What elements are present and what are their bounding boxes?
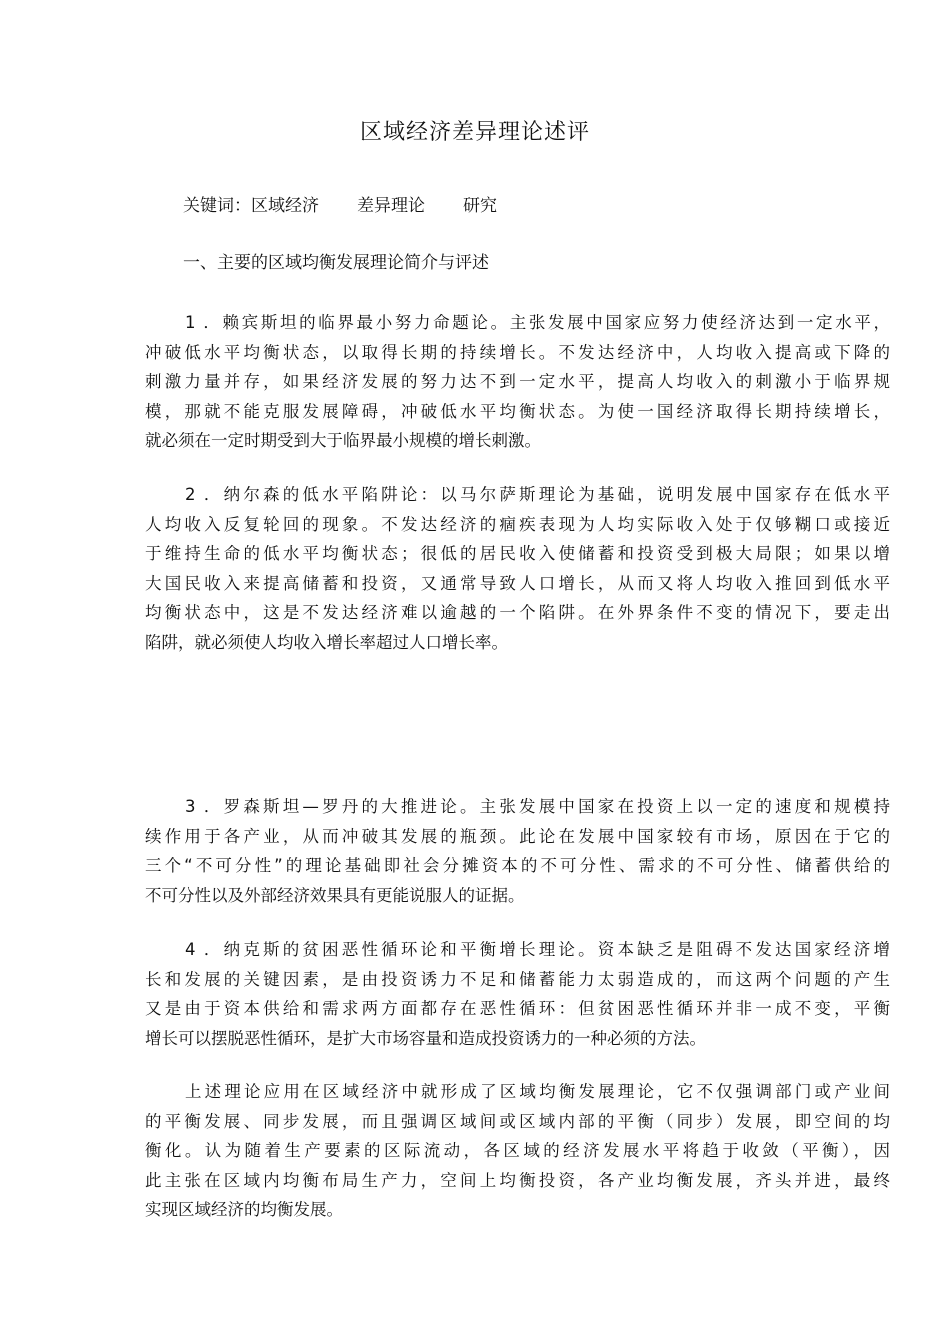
- paragraph-line: 长和发展的关键因素，是由投资诱力不足和储蓄能力太弱造成的，而这两个问题的产生: [145, 969, 890, 989]
- paragraph-line: 增长可以摆脱恶性循环，是扩大市场容量和造成投资诱力的一种必须的方法。: [145, 1028, 706, 1048]
- paragraph-line: 三个“不可分性”的理论基础即社会分摊资本的不可分性、需求的不可分性、储蓄供给的: [145, 856, 890, 875]
- section-heading: 一、主要的区域均衡发展理论简介与评述: [183, 253, 489, 273]
- paragraph-line: 又是由于资本供给和需求两方面都存在恶性循环：但贫困恶性循环并非一成不变，平衡: [145, 999, 890, 1018]
- paragraph-line: 续作用于各产业，从而冲破其发展的瓶颈。此论在发展中国家较有市场，原因在于它的: [145, 826, 890, 846]
- paragraph-line: 人均收入反复轮回的现象。不发达经济的痼疾表现为人均实际收入处于仅够糊口或接近: [145, 514, 890, 534]
- paragraph-line: 的平衡发展、同步发展，而且强调区域间或区域内部的平衡（同步）发展，即空间的均: [145, 1111, 890, 1131]
- paragraph-line: 刺激力量并存，如果经济发展的努力达不到一定水平，提高人均收入的刺激小于临界规: [145, 372, 890, 391]
- paragraph-line: 此主张在区域内均衡布局生产力，空间上均衡投资，各产业均衡发展，齐头并进，最终: [145, 1170, 890, 1190]
- paragraph-line: 1 ．赖宾斯坦的临界最小努力命题论。主张发展中国家应努力使经济达到一定水平，: [185, 313, 890, 332]
- paragraph-line: 4 ．纳克斯的贫困恶性循环论和平衡增长理论。资本缺乏是阻碍不发达国家经济增: [185, 940, 890, 959]
- paragraph-line: 衡化。认为随着生产要素的区际流动，各区域的经济发展水平将趋于收敛（平衡），因: [145, 1141, 890, 1160]
- paragraph-line: 大国民收入来提高储蓄和投资，又通常导致人口增长，从而又将人均收入推回到低水平: [145, 573, 890, 593]
- keyword-item: 差异理论: [357, 196, 425, 216]
- paragraph-5: [145, 1077, 890, 1225]
- paragraph-line: 冲破低水平均衡状态，以取得长期的持续增长。不发达经济中，人均收入提高或下降的: [145, 342, 890, 362]
- paragraph-1: [145, 308, 890, 456]
- paragraph-2: [145, 480, 890, 657]
- paragraph-line: 陷阱，就必须使人均收入增长率超过人口增长率。: [145, 632, 508, 652]
- paragraph-line: 实现区域经济的均衡发展。: [145, 1200, 343, 1219]
- paragraph-4: [145, 935, 890, 1053]
- paragraph-line: 3 ．罗森斯坦—罗丹的大推进论。主张发展中国家在投资上以一定的速度和规模持: [185, 797, 890, 816]
- paragraph-line: 不可分性以及外部经济效果具有更能说服人的证据。: [145, 885, 525, 905]
- paragraph-3: [145, 792, 890, 910]
- keyword-item: 研究: [463, 196, 497, 216]
- paragraph-line: 上述理论应用在区域经济中就形成了区域均衡发展理论，它不仅强调部门或产业间: [185, 1082, 890, 1101]
- paragraph-line: 模，那就不能克服发展障碍，冲破低水平均衡状态。为使一国经济取得长期持续增长，: [145, 401, 890, 421]
- paragraph-line: 就必须在一定时期受到大于临界最小规模的增长刺激。: [145, 431, 541, 450]
- keywords-label: 关键词：: [183, 196, 251, 216]
- paragraph-line: 2 ．纳尔森的低水平陷阱论：以马尔萨斯理论为基础，说明发展中国家存在低水平: [185, 485, 890, 504]
- paragraph-line: 于维持生命的低水平均衡状态；很低的居民收入使储蓄和投资受到极大局限；如果以增: [145, 544, 890, 563]
- keywords-line: [183, 193, 497, 219]
- document-title: 区域经济差异理论述评: [359, 120, 590, 145]
- keyword-item: 区域经济: [251, 196, 319, 216]
- paragraph-line: 均衡状态中，这是不发达经济难以逾越的一个陷阱。在外界条件不变的情况下，要走出: [145, 603, 890, 622]
